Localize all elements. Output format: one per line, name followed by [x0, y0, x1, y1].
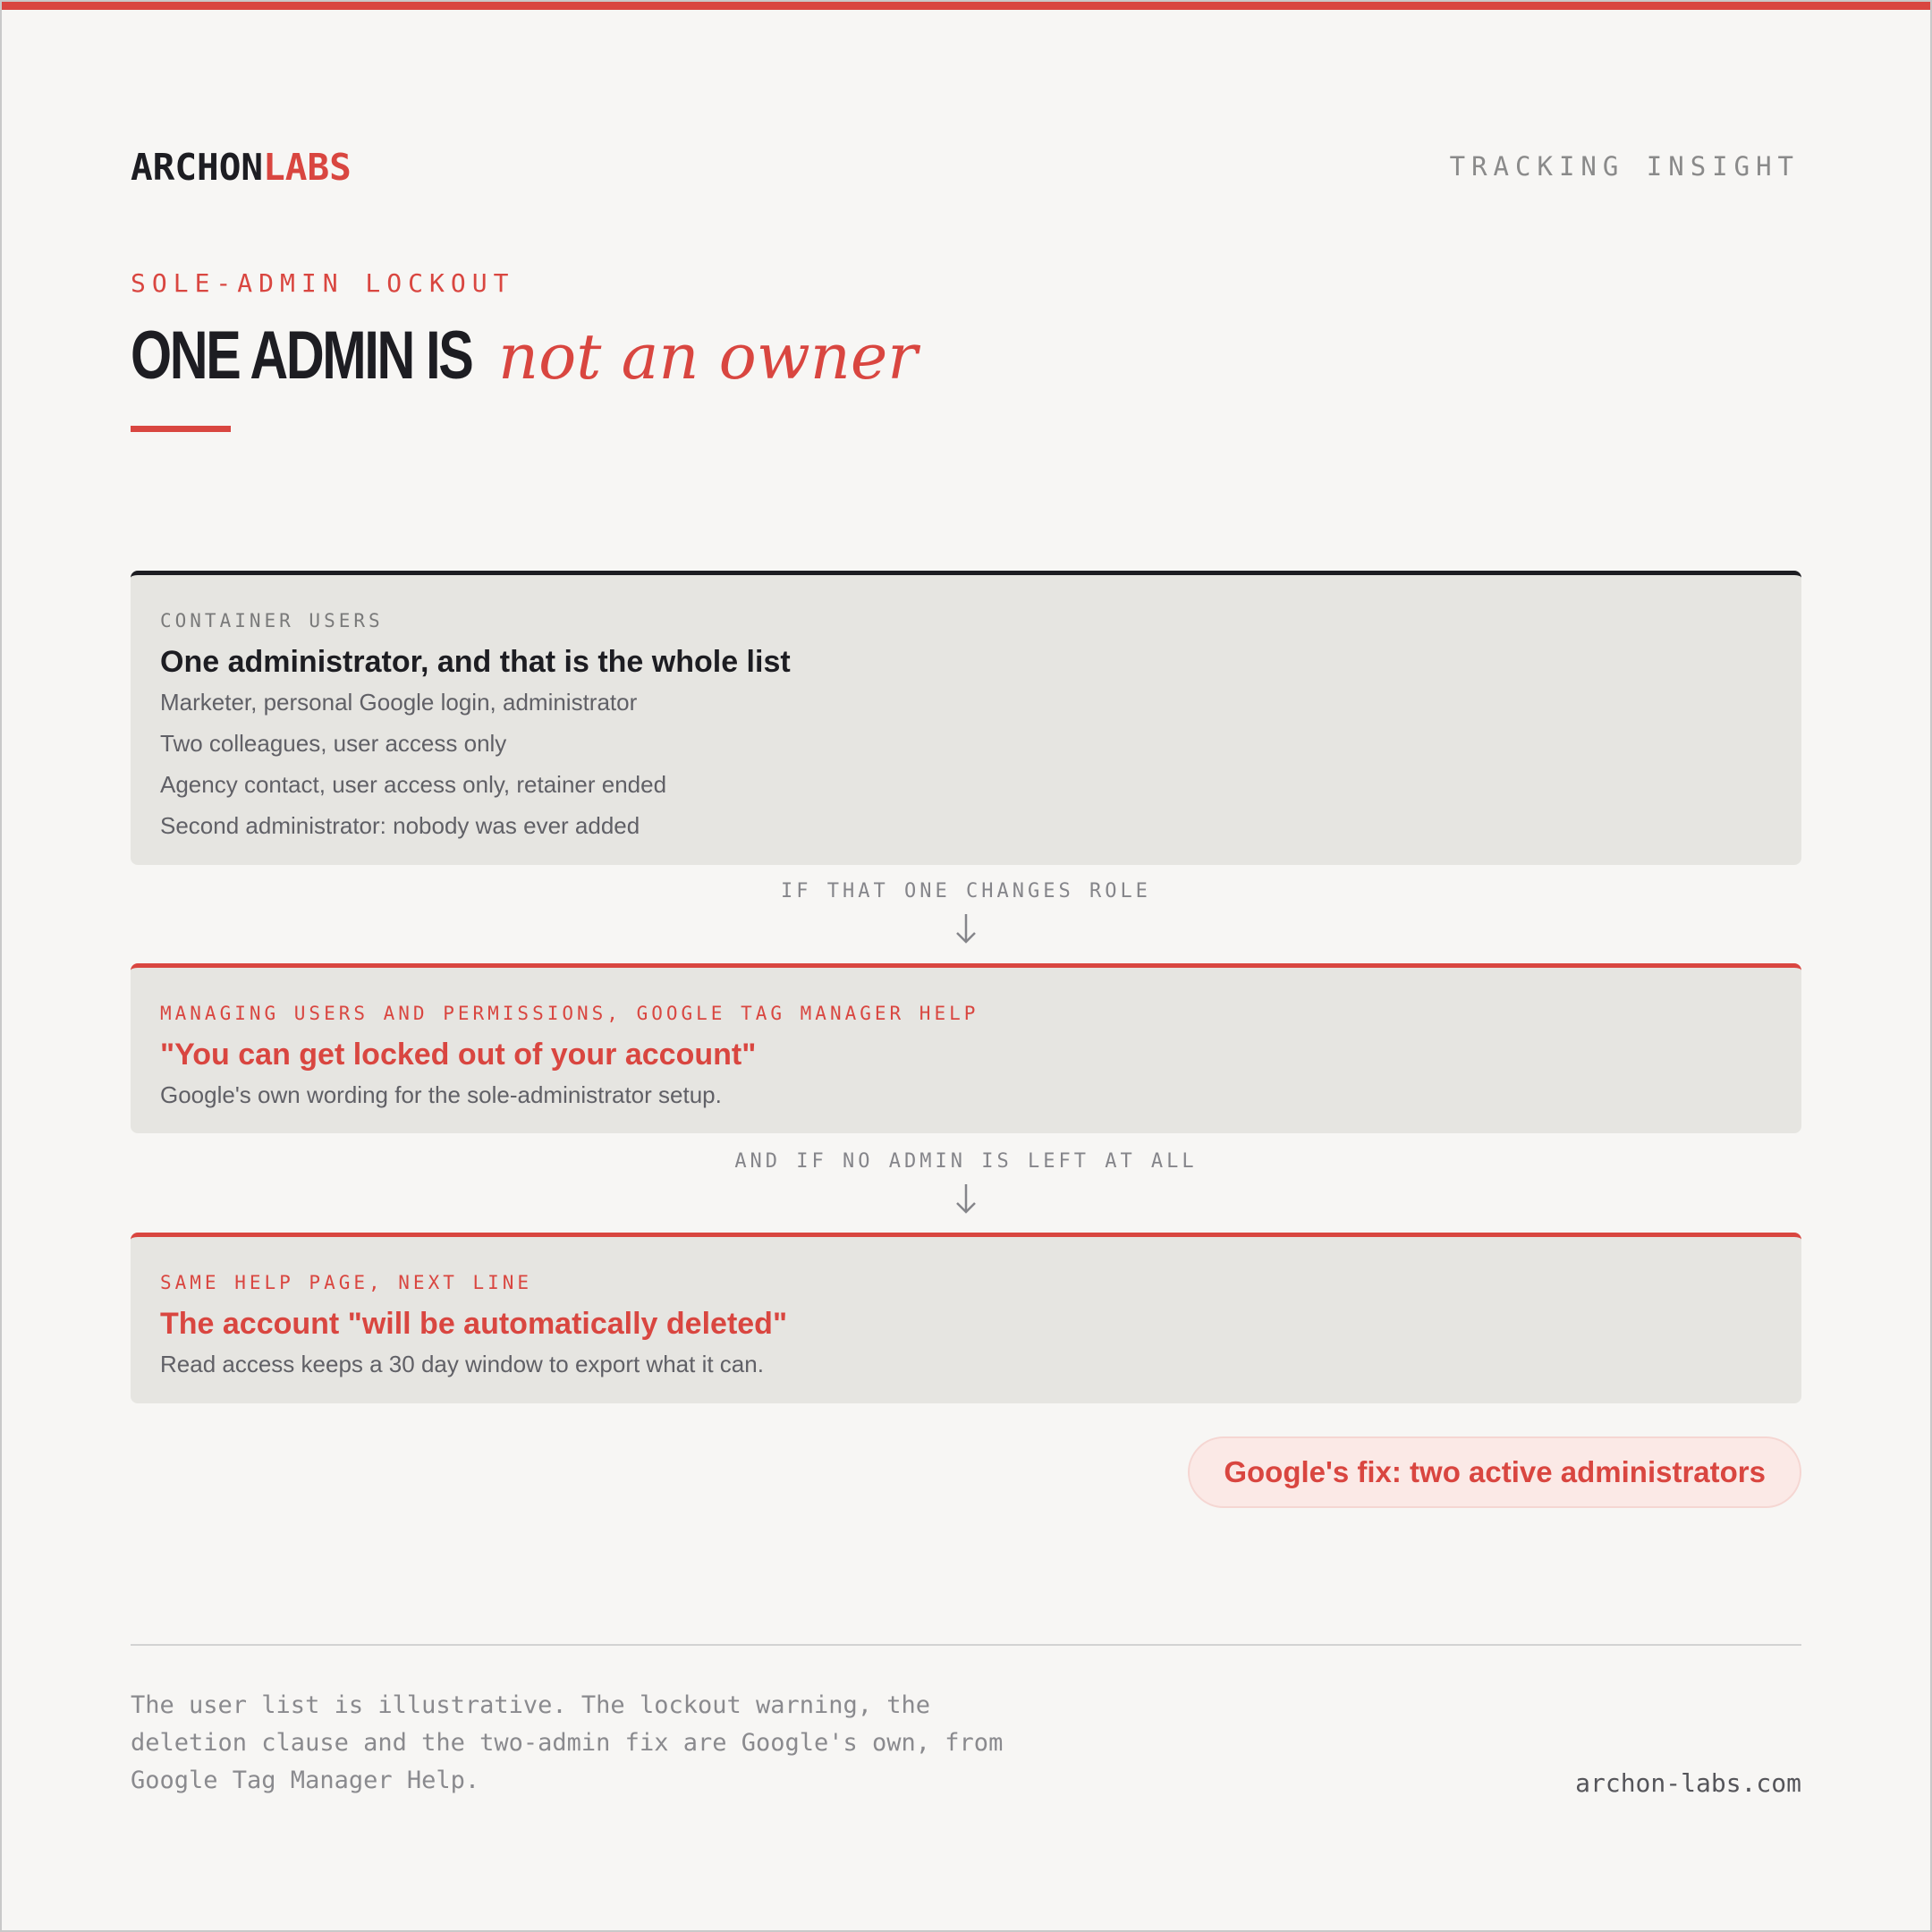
user-list-item: Marketer, personal Google login, administrator	[160, 689, 638, 716]
header-tagline: TRACKING INSIGHT	[1449, 151, 1800, 182]
card-label: SAME HELP PAGE, NEXT LINE	[160, 1272, 533, 1293]
card-title: The account "will be automatically deleted"	[160, 1307, 788, 1341]
section-eyebrow: SOLE-ADMIN LOCKOUT	[131, 268, 515, 298]
fix-badge: Google's fix: two active administrators	[1188, 1436, 1801, 1508]
footer-site-url: archon-labs.com	[1575, 1768, 1801, 1798]
footer-divider	[131, 1644, 1801, 1646]
user-list-item: Second administrator: nobody was ever added	[160, 812, 640, 839]
lockout-warning-card	[131, 963, 1801, 1133]
user-list-item: Agency contact, user access only, retainer ended	[160, 771, 667, 798]
connector-label-1: IF THAT ONE CHANGES ROLE	[781, 880, 1151, 902]
card-label: MANAGING USERS AND PERMISSIONS, GOOGLE TAG MANAGER HELP	[160, 1003, 979, 1024]
deletion-warning-card	[131, 1233, 1801, 1403]
card-title: "You can get locked out of your account"	[160, 1038, 757, 1072]
arrow-down-icon	[954, 1182, 978, 1215]
connector-label-2: AND IF NO ADMIN IS LEFT AT ALL	[734, 1150, 1198, 1173]
headline-main: ONE ADMIN IS	[131, 318, 472, 394]
brand-logo-part1: ARCHON	[131, 146, 264, 189]
card-description: Google's own wording for the sole-administrator setup.	[160, 1081, 722, 1108]
user-list-item: Two colleagues, user access only	[160, 730, 507, 757]
card-description: Read access keeps a 30 day window to export what it can.	[160, 1351, 764, 1377]
card-title: One administrator, and that is the whole list	[160, 645, 791, 679]
arrow-down-icon	[954, 912, 978, 945]
container-users-card	[131, 571, 1801, 865]
brand-logo	[131, 143, 352, 191]
headline-accent: not an owner	[498, 320, 918, 394]
top-accent-bar	[0, 0, 1932, 10]
brand-logo-part2: LABS	[263, 146, 352, 189]
page-headline	[131, 311, 918, 419]
footer-note: The user list is illustrative. The lockout warning, the deletion clause and the two-admin fix are Google's own, from Google Tag Manager Help.	[131, 1691, 1004, 1794]
card-label: CONTAINER USERS	[160, 610, 384, 631]
headline-underline	[131, 426, 231, 432]
